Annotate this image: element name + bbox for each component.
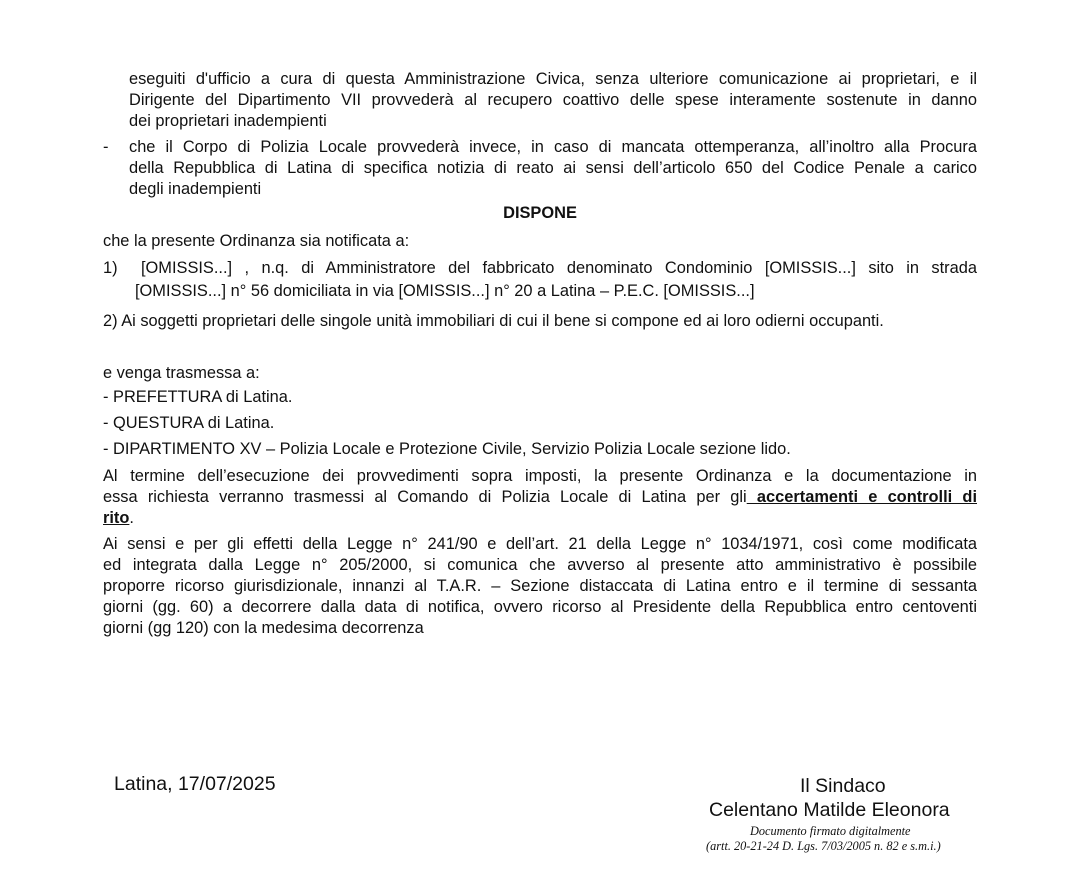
place-date: Latina, 17/07/2025: [114, 773, 276, 795]
dispone-heading: DISPONE: [503, 204, 577, 222]
closing-line-2: [103, 487, 977, 508]
notify-item-1-line-1: [OMISSIS...] , n.q. di Amministratore del fabbricato denominato Condominio [OMISSIS...] sito in strada: [141, 259, 977, 277]
notify-item-2: 2) Ai soggetti proprietari delle singole unità immobiliari di cui il bene si compone ed ai loro odierni occupanti.: [103, 312, 884, 330]
bullet-marker: -: [103, 138, 109, 156]
legal-line-3: proporre ricorso giurisdizionale, innanzi al T.A.R. – Sezione distaccata di Latina entro e il termine di sessanta: [103, 577, 977, 595]
closing-emphasis: accertamenti e controlli di: [746, 488, 977, 506]
legal-line-4: giorni (gg. 60) a decorrere dalla data di notifica, ovvero ricorso al Presidente della Repubblica entro centoventi: [103, 598, 977, 616]
signature-note: Documento firmato digitalmente: [750, 824, 911, 838]
continuation-line-2: Dirigente del Dipartimento VII provvederà al recupero coattivo delle spese interamente sostenute in danno: [129, 91, 977, 109]
transmit-intro: e venga trasmessa a:: [103, 364, 260, 382]
closing-line-1: Al termine dell’esecuzione dei provvedimenti sopra imposti, la presente Ordinanza e la documentazione in: [103, 467, 977, 485]
closing-period: .: [129, 509, 134, 527]
signer-name: Celentano Matilde Eleonora: [709, 799, 950, 821]
closing-line-2-text: essa richiesta verranno trasmessi al Comando di Polizia Locale di Latina per gli: [103, 488, 747, 506]
signature-law-reference: (artt. 20-21-24 D. Lgs. 7/03/2005 n. 82 e s.m.i.): [706, 839, 941, 853]
closing-emphasis-end: rito: [103, 509, 130, 527]
bullet-line-2: della Repubblica di Latina di specifica notizia di reato ai sensi dell’articolo 650 del Codice Penale a carico: [129, 159, 977, 177]
notify-intro: che la presente Ordinanza sia notificata a:: [103, 232, 410, 250]
transmit-item-1: - PREFETTURA di Latina.: [103, 388, 293, 406]
notify-item-1-line-2: [OMISSIS...] n° 56 domiciliata in via [OMISSIS...] n° 20 a Latina – P.E.C. [OMISSIS...]: [135, 282, 755, 300]
notify-item-1-number: 1): [103, 259, 118, 277]
continuation-line-3: dei proprietari inadempienti: [129, 112, 327, 130]
signer-role: Il Sindaco: [800, 775, 886, 797]
closing-line-3: [103, 508, 134, 529]
legal-line-1: Ai sensi e per gli effetti della Legge n° 241/90 e dell’art. 21 della Legge n° 1034/1971, così come modificata: [103, 535, 977, 553]
transmit-item-2: - QUESTURA di Latina.: [103, 414, 275, 432]
bullet-line-1: che il Corpo di Polizia Locale provvederà invece, in caso di mancata ottemperanza, all’inoltro alla Procura: [129, 138, 977, 156]
bullet-line-3: degli inadempienti: [129, 180, 262, 198]
legal-line-2: ed integrata dalla Legge n° 205/2000, si comunica che avverso al presente atto amministrativo è possibile: [103, 556, 977, 574]
transmit-item-3: - DIPARTIMENTO XV – Polizia Locale e Protezione Civile, Servizio Polizia Locale sezione lido.: [103, 440, 791, 458]
continuation-line-1: eseguiti d'ufficio a cura di questa Amministrazione Civica, senza ulteriore comunicazione ai proprietari, e il: [129, 70, 977, 88]
legal-line-5: giorni (gg 120) con la medesima decorrenza: [103, 619, 424, 637]
